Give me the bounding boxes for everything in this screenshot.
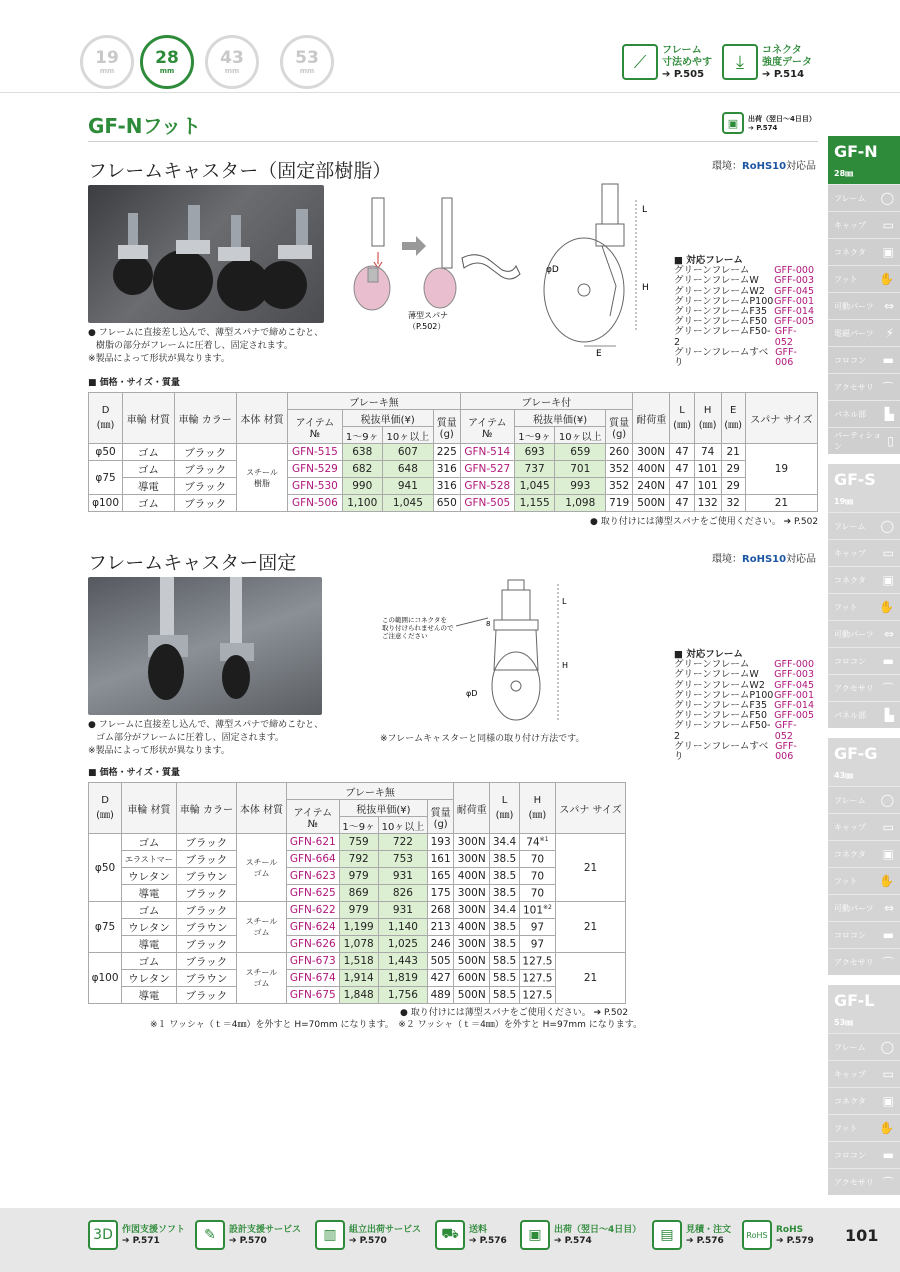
sidebar-item[interactable]: フット ✋ bbox=[828, 265, 900, 292]
sidebar-item-icon: ◯ bbox=[880, 519, 894, 533]
sidebar-item[interactable]: アクセサリ ⌒ bbox=[828, 373, 900, 400]
ship-icon: ▣ bbox=[722, 112, 744, 134]
svg-text:H: H bbox=[642, 283, 649, 293]
sidebar-item[interactable]: 電磁パーツ ⚡ bbox=[828, 319, 900, 346]
sidebar-group bbox=[828, 738, 900, 975]
table-row: ウレタン ブラウン GFN-624 1,199 1,140 213 400N 38.5 97 bbox=[89, 919, 626, 936]
sidebar-item[interactable]: アクセサリ ⌒ bbox=[828, 1168, 900, 1195]
sidebar bbox=[828, 136, 900, 1205]
sidebar-item-icon: ▯ bbox=[887, 434, 894, 448]
table-row: φ75 ゴム ブラック GFN-529 682 648 316 GFN-527 737 701 352 400N 47 101 29 bbox=[89, 461, 818, 478]
sidebar-item-icon: ◯ bbox=[880, 793, 894, 807]
sidebar-item-icon: ⌒ bbox=[881, 1175, 894, 1190]
bottom-link-icon: RoHS bbox=[742, 1220, 772, 1250]
sidebar-item[interactable]: フレーム ◯ bbox=[828, 1033, 900, 1060]
sidebar-item[interactable]: 可動パーツ ⇔ bbox=[828, 894, 900, 921]
sidebar-item[interactable]: フット ✋ bbox=[828, 593, 900, 620]
sidebar-item[interactable]: コロコン ▬ bbox=[828, 647, 900, 674]
sidebar-item[interactable]: フレーム ◯ bbox=[828, 512, 900, 539]
sidebar-item[interactable]: コネクタ ▣ bbox=[828, 238, 900, 265]
sidebar-item-icon: ▭ bbox=[882, 546, 894, 560]
sidebar-item-icon: ✋ bbox=[879, 600, 894, 614]
svg-text:取り付けられませんので: 取り付けられませんので bbox=[382, 624, 454, 632]
sidebar-item[interactable]: コロコン ▬ bbox=[828, 921, 900, 948]
bottom-link-icon: ▥ bbox=[315, 1220, 345, 1250]
svg-text:L: L bbox=[562, 597, 567, 606]
sidebar-item[interactable]: パーティション ▯ bbox=[828, 427, 900, 454]
bottom-link[interactable]: ▣ 出荷（翌日〜4日目） ➔ P.574 bbox=[520, 1220, 641, 1250]
svg-text:L: L bbox=[642, 205, 648, 215]
sidebar-item[interactable]: フレーム ◯ bbox=[828, 184, 900, 211]
sidebar-item[interactable]: コロコン ▬ bbox=[828, 1141, 900, 1168]
size-tab-19[interactable]: 19 mm bbox=[80, 35, 134, 89]
sidebar-item-icon: ⌒ bbox=[881, 955, 894, 970]
table-row: ウレタン ブラウン GFN-623 979 931 165 400N 38.5 70 bbox=[89, 868, 626, 885]
sidebar-item-icon: ▭ bbox=[882, 820, 894, 834]
sidebar-head[interactable]: GF-S 19㎜ bbox=[828, 464, 900, 512]
svg-text:薄型スパナ: 薄型スパナ bbox=[408, 311, 448, 320]
connector-icon: ⤓ bbox=[722, 44, 758, 80]
bottom-link[interactable]: RoHS RoHS ➔ P.579 bbox=[742, 1220, 814, 1250]
sidebar-item[interactable]: フット ✋ bbox=[828, 867, 900, 894]
bottom-link-icon: 3D bbox=[88, 1220, 118, 1250]
sidebar-item[interactable]: コネクタ ▣ bbox=[828, 566, 900, 593]
table-row: 導電 ブラック GFN-626 1,078 1,025 246 300N 38.5 97 bbox=[89, 936, 626, 953]
sidebar-head[interactable]: GF-L 53㎜ bbox=[828, 985, 900, 1033]
sidebar-item-icon: ⌒ bbox=[881, 681, 894, 696]
section2-footnote2: ※１ ワッシャ（ｔ＝4㎜）を外すと H=70mm になります。 ※２ ワッシャ（ｔ＝4㎜）を外すと H=97mm になります。 bbox=[150, 1020, 643, 1030]
sidebar-item-icon: ✋ bbox=[879, 874, 894, 888]
table-row: φ100 ゴム ブラック GFN-506 1,100 1,045 650 GFN-505 1,155 1,098 719 500N 47 132 32 21 bbox=[89, 495, 818, 512]
sidebar-item-icon: ▬ bbox=[882, 928, 894, 942]
sidebar-item-icon: ▣ bbox=[882, 1094, 894, 1108]
table-row: 導電 ブラック GFN-625 869 826 175 300N 38.5 70 bbox=[89, 885, 626, 902]
sidebar-group bbox=[828, 985, 900, 1195]
sidebar-item-icon: ▬ bbox=[882, 1148, 894, 1162]
sidebar-item[interactable]: コロコン ▬ bbox=[828, 346, 900, 373]
svg-text:φD: φD bbox=[546, 265, 559, 275]
sidebar-item-icon: ◯ bbox=[880, 191, 894, 205]
caster-photo-2-illustration bbox=[88, 577, 322, 715]
svg-text:H: H bbox=[562, 661, 569, 670]
sidebar-item[interactable]: キャップ ▭ bbox=[828, 539, 900, 566]
sidebar-item-icon: ✋ bbox=[879, 1121, 894, 1135]
sidebar-item-icon: ▣ bbox=[882, 573, 894, 587]
svg-text:ご注意ください: ご注意ください bbox=[382, 632, 428, 640]
frame-icon: ⟋ bbox=[622, 44, 658, 80]
sidebar-item[interactable]: アクセサリ ⌒ bbox=[828, 948, 900, 975]
sidebar-item-icon: ▙ bbox=[884, 407, 894, 421]
ship-badge[interactable]: ▣ 出荷（翌日〜4日目） ➔ P.574 bbox=[722, 112, 816, 134]
sidebar-item-icon: ▣ bbox=[882, 847, 894, 861]
sidebar-head[interactable]: GF-N 28㎜ bbox=[828, 136, 900, 184]
svg-text:（P.502）: （P.502） bbox=[408, 322, 446, 331]
sidebar-item-icon: ▬ bbox=[882, 353, 894, 367]
table-row: 導電 ブラック GFN-675 1,848 1,756 489 500N 58.5 127.5 bbox=[89, 987, 626, 1004]
sidebar-item-icon: ⚡ bbox=[885, 326, 894, 340]
svg-text:8: 8 bbox=[486, 620, 491, 628]
section2-diagram-caption: ※フレームキャスターと同様の取り付け方法です。 bbox=[380, 734, 585, 744]
section1-footnote: ● 取り付けには薄型スパナをご使用ください。 ➔ P.502 bbox=[590, 517, 819, 527]
sidebar-item-icon: ⇔ bbox=[883, 299, 894, 313]
section1-notes: ● フレームに直接差し込んで、薄型スパナで締めこむと、 樹脂の部分がフレームに圧着し、固定されます。 ※製品によって形状が異なります。 bbox=[88, 328, 324, 364]
sidebar-item-icon: ▬ bbox=[882, 654, 894, 668]
sidebar-item[interactable]: パネル部 ▙ bbox=[828, 400, 900, 427]
section2-table-caption: ■ 価格・サイズ・質量 bbox=[88, 768, 180, 778]
sidebar-item[interactable]: キャップ ▭ bbox=[828, 813, 900, 840]
section1-env: 環境：RoHS10対応品 bbox=[712, 161, 817, 172]
sidebar-item[interactable]: アクセサリ ⌒ bbox=[828, 674, 900, 701]
bottom-link-icon: ⛟ bbox=[435, 1220, 465, 1250]
caster-photo-2 bbox=[88, 577, 322, 715]
sidebar-head[interactable]: GF-G 43㎜ bbox=[828, 738, 900, 786]
table-row: φ50 ゴム ブラック スチール ゴム GFN-621 759 722 193 300N 34.4 74$^{※1}$ 21 bbox=[89, 834, 626, 851]
sidebar-item[interactable]: フレーム ◯ bbox=[828, 786, 900, 813]
section1-table-caption: ■ 価格・サイズ・質量 bbox=[88, 378, 180, 388]
section2-notes: ● フレームに直接差し込んで、薄型スパナで締めこむと、 ゴム部分がフレームに圧着し、固定されます。 ※製品によって形状が異なります。 bbox=[88, 720, 324, 756]
svg-text:この範囲にコネクタを: この範囲にコネクタを bbox=[382, 616, 447, 624]
sidebar-group bbox=[828, 136, 900, 454]
bottom-link[interactable]: 3D 作図支援ソフト ➔ P.571 bbox=[88, 1220, 185, 1250]
sidebar-item[interactable]: コネクタ ▣ bbox=[828, 1087, 900, 1114]
bottom-link[interactable]: ⛟ 送料 ➔ P.576 bbox=[435, 1220, 507, 1250]
sidebar-item[interactable]: キャップ ▭ bbox=[828, 211, 900, 238]
sidebar-item-icon: ▣ bbox=[882, 245, 894, 259]
caster-diagram-1 bbox=[340, 180, 670, 370]
table-row: 導電 ブラック GFN-530 990 941 316 GFN-528 1,045 993 352 240N 47 101 29 bbox=[89, 478, 818, 495]
table-row: φ50 ゴム ブラック スチール 樹脂 GFN-515 638 607 225 GFN-514 693 659 260 300N 47 74 21 19 bbox=[89, 444, 818, 461]
section2-env: 環境：RoHS10対応品 bbox=[712, 554, 817, 565]
bottom-link[interactable]: ▥ 組立出荷サービス ➔ P.570 bbox=[315, 1220, 421, 1250]
bottom-link-icon: ▣ bbox=[520, 1220, 550, 1250]
sidebar-item-icon: ◯ bbox=[880, 1040, 894, 1054]
svg-text:φD: φD bbox=[466, 689, 478, 698]
page-number: 101 bbox=[845, 1226, 879, 1245]
connector-strength-link[interactable]: ⤓ コネクタ 強度データ ➔ P.514 bbox=[722, 44, 812, 80]
caster-photo-illustration bbox=[88, 185, 324, 323]
section2-table: D (㎜) 車輪 材質 車輪 カラー 本体 材質 ブレーキ無 耐荷重 L (㎜) H (㎜) スパナ サイズ アイテム № 税抜単価(¥) 質量 (g) 1〜9ヶ 10ヶ以上 φ50 ゴム ブラック スチール ゴム GFN-621 759 722 193 300N 34.4 74$^{※1}$ 21 エラストマー ブラック GFN-664 792 753 161 300N 38.5 70 ウレタン ブラウン GFN-623 979 931 165 400N 38.5 70 導電 ブラック GFN-625 869 826 175 300N 38.5 70 φ75 ゴム ブラック スチール ゴム GFN-622 979 931 268 300N 34.4 101$^{※2}$ 21 ウレタン ブラウン GFN-624 1,199 1,140 213 400N 38.5 97 導電 ブラック GFN-626 1,078 1,025 246 300N 38.5 97 φ100 ゴム ブラック スチール ゴム GFN-673 1,518 1,443 505 500N 58.5 127.5 21 ウレタン ブラウン GFN-674 1,914 1,819 427 600N 58.5 127.5 導電 ブラック GFN-675 1,848 1,756 489 500N 58.5 127.5 bbox=[88, 782, 626, 1004]
bottom-link-icon: ▤ bbox=[652, 1220, 682, 1250]
table-row: φ100 ゴム ブラック スチール ゴム GFN-673 1,518 1,443 505 500N 58.5 127.5 21 bbox=[89, 953, 626, 970]
section2-frames-list: ■ 対応フレーム グリーンフレーム GFF-000 グリーンフレームW GFF-003 グリーンフレームW2 GFF-045 グリーンフレームP100 GFF-001 グリーンフレームF35 GFF-014 グリーンフレームF50 GFF-005 グリーンフレームF50-2 GFF-052 グリーンフレームすべり GFF-006 bbox=[674, 649, 814, 763]
frame-size-link[interactable]: ⟋ フレーム 寸法めやす ➔ P.505 bbox=[622, 44, 712, 80]
section2-title: フレームキャスター固定 bbox=[88, 552, 297, 574]
size-tab-28[interactable]: 28 mm bbox=[140, 35, 194, 89]
sidebar-group bbox=[828, 464, 900, 728]
bottom-link[interactable]: ✎ 設計支援サービス ➔ P.570 bbox=[195, 1220, 301, 1250]
table-row: ウレタン ブラウン GFN-674 1,914 1,819 427 600N 58.5 127.5 bbox=[89, 970, 626, 987]
bottom-link-icon: ✎ bbox=[195, 1220, 225, 1250]
sidebar-item-icon: ✋ bbox=[879, 272, 894, 286]
caster-photo-1 bbox=[88, 185, 324, 323]
svg-text:E: E bbox=[596, 349, 602, 359]
section1-frames-list: ■ 対応フレーム グリーンフレーム GFF-000 グリーンフレームW GFF-003 グリーンフレームW2 GFF-045 グリーンフレームP100 GFF-001 グリーンフレームF35 GFF-014 グリーンフレームF50 GFF-005 グリーンフレームF50-2 GFF-052 グリーンフレームすべり GFF-006 bbox=[674, 255, 814, 369]
section2-footnote: ● 取り付けには薄型スパナをご使用ください。 ➔ P.502 bbox=[400, 1008, 629, 1018]
sidebar-item-icon: ▭ bbox=[882, 1067, 894, 1081]
size-tab-43[interactable]: 43 mm bbox=[205, 35, 259, 89]
sidebar-item[interactable]: 可動パーツ ⇔ bbox=[828, 620, 900, 647]
table-row: エラストマー ブラック GFN-664 792 753 161 300N 38.5 70 bbox=[89, 851, 626, 868]
sidebar-item-icon: ⇔ bbox=[883, 627, 894, 641]
sidebar-item-icon: ⇔ bbox=[883, 901, 894, 915]
table-row: φ75 ゴム ブラック スチール ゴム GFN-622 979 931 268 300N 34.4 101$^{※2}$ 21 bbox=[89, 902, 626, 919]
bottom-link[interactable]: ▤ 見積・注文 ➔ P.576 bbox=[652, 1220, 731, 1250]
sidebar-item-icon: ▭ bbox=[882, 218, 894, 232]
size-tab-53[interactable]: 53 mm bbox=[280, 35, 334, 89]
sidebar-item-icon: ▙ bbox=[884, 708, 894, 722]
section1-table: D (㎜) 車輪 材質 車輪 カラー 本体 材質 ブレーキ無 ブレーキ付 耐荷重 L (㎜) H (㎜) E (㎜) スパナ サイズ アイテム № 税抜単価(¥) 質量 (g) アイテム № 税抜単価(¥) 質量 (g) 1〜9ヶ 10ヶ以上 1〜9ヶ 10ヶ以上 φ50 ゴム ブラック スチール 樹脂 GFN-515 638 607 225 GFN-514 693 659 260 300N 47 74 21 19 φ75 ゴム ブラック GFN-529 682 648 316 GFN-527 737 701 352 400N 47 101 29 導電 ブラック GFN-530 990 941 316 GFN-528 1,045 993 352 240N 47 101 29 φ100 ゴム ブラック GFN-506 1,100 1,045 650 GFN-505 1,155 1,098 719 500N 47 132 32 21 bbox=[88, 392, 818, 512]
sidebar-item[interactable]: パネル部 ▙ bbox=[828, 701, 900, 728]
section1-title: フレームキャスター（固定部樹脂） bbox=[88, 160, 392, 182]
caster-diagram-2 bbox=[376, 578, 586, 728]
sidebar-item-icon: ⌒ bbox=[881, 380, 894, 395]
page-title: GF-Nフット bbox=[88, 114, 202, 138]
sidebar-item[interactable]: フット ✋ bbox=[828, 1114, 900, 1141]
sidebar-item[interactable]: 可動パーツ ⇔ bbox=[828, 292, 900, 319]
sidebar-item[interactable]: キャップ ▭ bbox=[828, 1060, 900, 1087]
sidebar-item[interactable]: コネクタ ▣ bbox=[828, 840, 900, 867]
